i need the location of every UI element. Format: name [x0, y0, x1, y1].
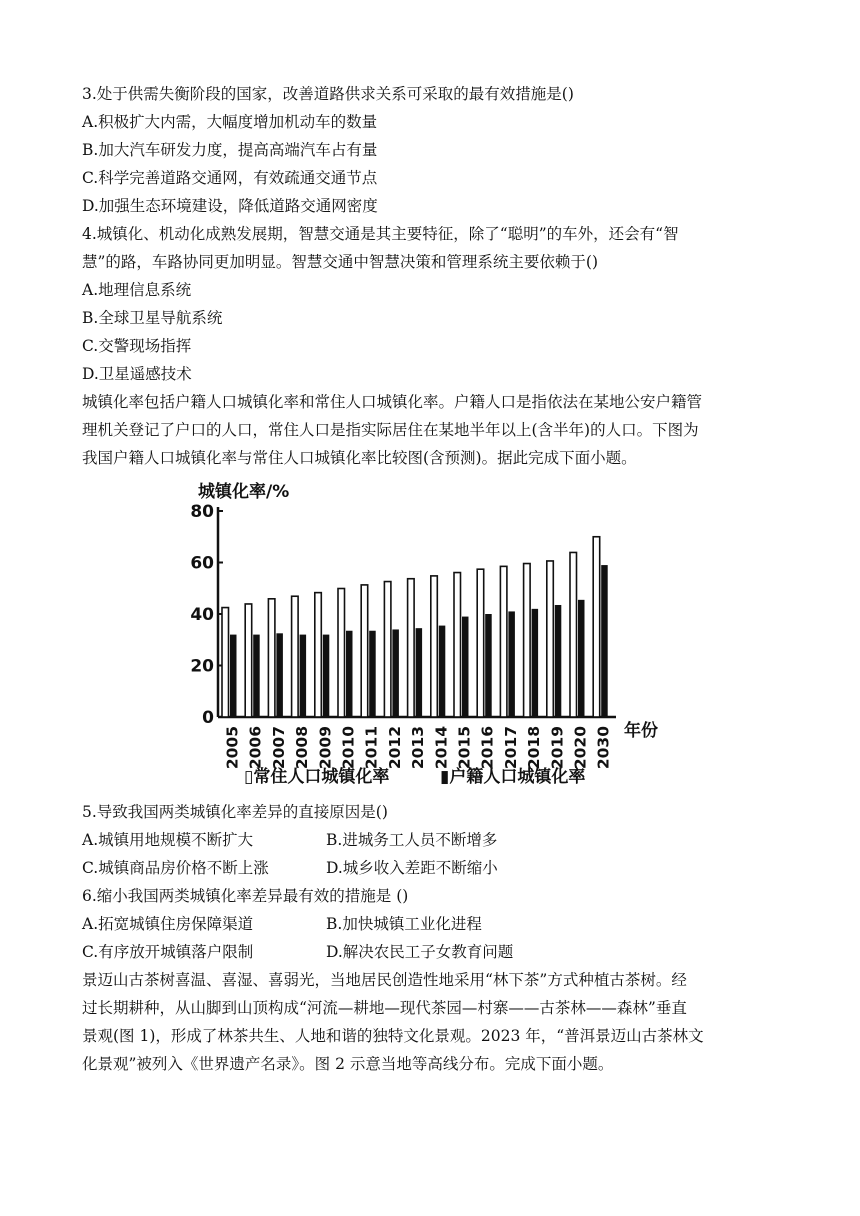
bar-resident-2030	[593, 537, 600, 717]
question-3-option-a: A.积极扩大内需，大幅度增加机动车的数量	[82, 113, 378, 131]
legend-resident: ▯常住人口城镇化率	[244, 767, 390, 787]
y-tick-label: 40	[190, 605, 214, 625]
question-6-options-row-1	[82, 913, 482, 935]
x-tick-label: 2012	[385, 726, 404, 770]
bar-registered-2009	[323, 635, 330, 717]
passage-line-2: 过长期耕种，从山脚到山顶构成“河流—耕地—现代茶园—村寨——古茶林——森林”垂直	[82, 999, 687, 1017]
intro-paragraph-line-1: 城镇化率包括户籍人口城镇化率和常住人口城镇化率。户籍人口是指依法在某地公安户籍管	[82, 393, 703, 411]
question-4-option-b: B.全球卫星导航系统	[82, 309, 223, 327]
bar-resident-2019	[547, 561, 554, 717]
bar-resident-2013	[408, 579, 415, 717]
x-tick-label: 2016	[478, 726, 497, 770]
x-tick-label: 2008	[293, 726, 312, 770]
question-3-option-d: D.加强生态环境建设，降低道路交通网密度	[82, 197, 378, 215]
question-6-option-a: A.拓宽城镇住房保障渠道	[82, 915, 254, 933]
bar-resident-2008	[292, 596, 299, 717]
bar-resident-2015	[454, 573, 461, 717]
bar-registered-2018	[532, 609, 539, 717]
bar-registered-2015	[462, 617, 469, 717]
bar-resident-2005	[222, 608, 229, 717]
bar-registered-2011	[369, 631, 376, 717]
y-tick-label: 60	[190, 553, 214, 574]
question-6-option-c: C.有序放开城镇落户限制	[82, 943, 254, 961]
intro-paragraph-line-2: 理机关登记了户口的人口，常住人口是指实际居住在某地半年以上(含半年)的人口。下图为	[82, 421, 699, 439]
question-4-option-c: C.交警现场指挥	[82, 337, 192, 355]
question-4-stem-line-2: 慧”的路，车路协同更加明显。智慧交通中智慧决策和管理系统主要依赖于()	[82, 253, 599, 271]
bar-resident-2020	[570, 552, 577, 717]
legend-registered: ▮户籍人口城镇化率	[440, 767, 586, 787]
x-tick-label: 2013	[409, 726, 428, 770]
bar-registered-2019	[555, 605, 562, 717]
x-tick-label: 2017	[501, 726, 520, 770]
question-4-option-d: D.卫星遥感技术	[82, 365, 192, 383]
bar-registered-2014	[439, 626, 446, 717]
question-4-option-a: A.地理信息系统	[82, 281, 192, 299]
x-tick-label: 2019	[548, 726, 567, 770]
x-tick-label: 2006	[246, 726, 265, 770]
x-axis-title: 年份	[624, 721, 658, 741]
x-tick-label: 2010	[339, 726, 358, 770]
bar-registered-2030	[601, 565, 608, 717]
bar-registered-2010	[346, 631, 353, 717]
x-tick-label: 2015	[455, 726, 474, 770]
question-6-option-d: D.解决农民工子女教育问题	[326, 943, 514, 961]
x-tick-label: 2020	[571, 726, 590, 770]
x-tick-label: 2018	[525, 726, 544, 770]
bar-registered-2013	[416, 628, 423, 717]
question-5-option-a: A.城镇用地规模不断扩大	[82, 831, 254, 849]
bar-registered-2007	[276, 633, 283, 717]
question-3-option-b: B.加大汽车研发力度，提高高端汽车占有量	[82, 141, 378, 159]
bar-resident-2007	[268, 599, 275, 717]
question-6-options-row-2	[82, 941, 514, 963]
question-3-option-c: C.科学完善道路交通网，有效疏通交通节点	[82, 169, 378, 187]
y-tick-label: 0	[202, 708, 214, 728]
bar-registered-2020	[578, 600, 585, 717]
y-tick-label: 80	[190, 502, 214, 522]
question-6-option-b: B.加快城镇工业化进程	[326, 915, 482, 933]
passage-line-1: 景迈山古茶树喜温、喜湿、喜弱光，当地居民创造性地采用“林下茶”方式种植古茶树。经	[82, 971, 687, 989]
question-5-options-row-2	[82, 857, 498, 879]
x-tick-label: 2005	[223, 726, 242, 770]
bar-resident-2011	[361, 585, 368, 717]
question-5-options-row-1	[82, 829, 498, 851]
question-6-stem: 6.缩小我国两类城镇化率差异最有效的措施是 ()	[82, 887, 409, 905]
passage-line-3: 景观(图 1)，形成了林茶共生、人地和谐的独特文化景观。2023 年，“普洱景迈山古茶林文	[82, 1027, 704, 1045]
bar-registered-2017	[508, 611, 515, 717]
x-tick-label: 2009	[316, 726, 335, 770]
intro-paragraph-line-3: 我国户籍人口城镇化率与常住人口城镇化率比较图(含预测)。据此完成下面小题。	[82, 449, 637, 467]
bar-resident-2018	[524, 564, 531, 717]
bar-registered-2016	[485, 614, 492, 717]
y-tick-label: 20	[190, 656, 214, 677]
x-tick-label: 2014	[432, 726, 451, 770]
question-3-stem: 3.处于供需失衡阶段的国家，改善道路供求关系可采取的最有效措施是()	[82, 85, 574, 103]
question-4-stem-line-1: 4.城镇化、机动化成熟发展期，智慧交通是其主要特征，除了“聪明”的车外，还会有“智	[82, 225, 679, 243]
bar-resident-2016	[477, 569, 484, 717]
bar-resident-2014	[431, 576, 438, 717]
bar-registered-2012	[392, 629, 399, 717]
question-5-option-b: B.进城务工人员不断增多	[326, 831, 498, 849]
bar-resident-2017	[500, 566, 507, 717]
bar-resident-2012	[384, 582, 391, 717]
question-5-option-d: D.城乡收入差距不断缩小	[326, 859, 498, 877]
question-5-option-c: C.城镇商品房价格不断上涨	[82, 859, 269, 877]
bar-resident-2006	[245, 604, 252, 717]
question-5-stem: 5.导致我国两类城镇化率差异的直接原因是()	[82, 803, 388, 821]
x-tick-label: 2030	[594, 726, 613, 770]
bar-resident-2009	[315, 593, 322, 717]
bar-registered-2008	[300, 635, 307, 717]
x-tick-label: 2011	[362, 726, 381, 770]
bar-registered-2006	[253, 635, 260, 717]
bar-resident-2010	[338, 589, 345, 717]
bar-registered-2005	[230, 635, 237, 717]
x-tick-label: 2007	[269, 726, 288, 770]
passage-line-4: 化景观”被列入《世界遗产名录》。图 2 示意当地等高线分布。完成下面小题。	[82, 1055, 614, 1073]
y-axis-title: 城镇化率/%	[198, 482, 290, 502]
